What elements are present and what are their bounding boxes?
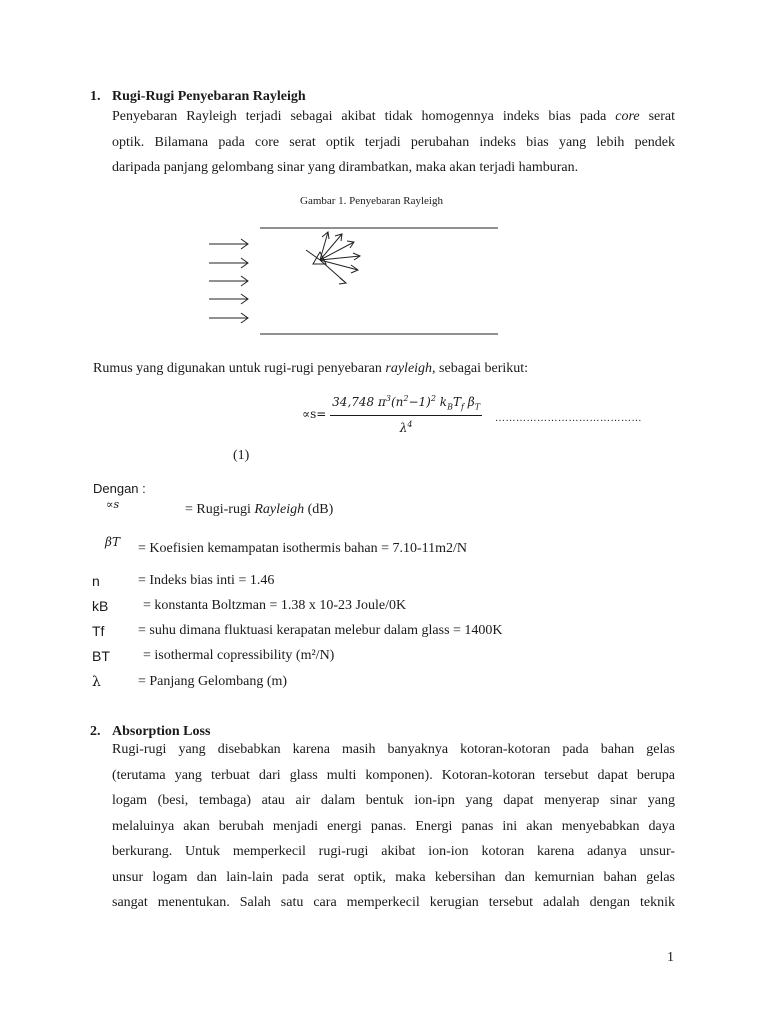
definition-text: = Indeks bias inti = 1.46 — [138, 573, 275, 588]
definition-text: = Koefisien kemampatan isothermis bahan = 7.10-11m2/N — [138, 541, 468, 556]
equation-number: (1) — [233, 448, 250, 463]
paragraph-line: Rugi-rugi yang disebabkan karena masih banyaknya kotoran-kotoran pada bahan gelas — [112, 742, 675, 757]
formula-intro: Rumus yang digunakan untuk rugi-rugi penyebaran rayleigh, sebagai berikut: — [93, 361, 529, 376]
section-2-paragraph — [112, 737, 675, 916]
page-number: 1 — [667, 950, 674, 965]
definition-text: = Rugi-rugi Rayleigh (dB) — [185, 502, 334, 517]
definition-symbol: λ — [92, 674, 101, 690]
definition-symbol: Tf — [92, 623, 105, 639]
rayleigh-formula — [302, 391, 482, 437]
formula-numerator: 34,748 $\pi^3(n^2-1)^2$ $k_BT_f$ $\beta_T$ — [330, 391, 482, 416]
scattered-ray-arrows — [306, 232, 360, 284]
section-2-heading: Absorption Loss — [112, 724, 211, 739]
dengan-label: Dengan : — [93, 481, 146, 496]
paragraph-line: daripada panjang gelombang sinar yang dirambatkan, maka akan terjadi hamburan. — [112, 160, 579, 175]
definition-text: = Panjang Gelombang (m) — [138, 674, 288, 689]
definition-symbol: βT — [105, 535, 120, 549]
definition-text: = suhu dimana fluktuasi kerapatan melebur dalam glass = 1400K — [138, 623, 503, 638]
section-1-heading: Rugi-Rugi Penyebaran Rayleigh — [112, 89, 306, 104]
rayleigh-scattering-figure — [200, 220, 510, 345]
paragraph-line: berkurang. Untuk memperkecil rugi-rugi akibat ion-ion kotoran karena adanya unsur- — [112, 844, 675, 859]
definition-text: = konstanta Boltzman = 1.38 x 10-23 Joule/0K — [143, 598, 407, 613]
definition-symbol: BT — [92, 648, 110, 664]
formula-lhs: ∝s= — [302, 407, 327, 422]
definition-symbol: kB — [92, 598, 109, 614]
incident-ray-arrows — [209, 239, 248, 323]
formula-fraction — [330, 391, 482, 437]
paragraph-line: optik. Bilamana pada core serat optik terjadi perubahan indeks bias yang lebih pendek — [112, 134, 675, 150]
section-2-number: 2. — [90, 724, 101, 739]
paragraph-line: sangat menentukan. Salah satu cara memperkecil kerugian tersebut adalah dengan teknik — [112, 895, 675, 910]
section-1-paragraph — [112, 104, 675, 181]
section-1-number: 1. — [90, 89, 101, 104]
definition-symbol: n — [92, 573, 100, 589]
definition-text: = isothermal copressibility (m²/N) — [143, 648, 335, 663]
formula-denominator: $\lambda^4$ — [399, 420, 413, 436]
paragraph-line: melaluinya akan berubah menjadi energi panas. Energi panas ini akan menyebabkan daya — [112, 818, 675, 834]
formula-leader-dots: …………………………………… — [495, 413, 642, 424]
paragraph-line: logam (besi, tembaga) atau air dalam bentuk ion-ipn yang dapat menyerap sinar yang — [112, 793, 675, 808]
definition-row: ∝s — [106, 498, 120, 511]
paragraph-line: unsur logam dan lain-lain pada serat optik, maka kebersihan dan kemurnian bahan gelas — [112, 869, 675, 885]
paragraph-line: (terutama yang terbuat dari glass multi komponen). Kotoran-kotoran tersebut dapat berupa — [112, 767, 675, 783]
paragraph-line: Penyebaran Rayleigh terjadi sebagai akibat tidak homogennya indeks bias pada core serat — [112, 109, 675, 124]
figure-caption: Gambar 1. Penyebaran Rayleigh — [300, 195, 443, 207]
